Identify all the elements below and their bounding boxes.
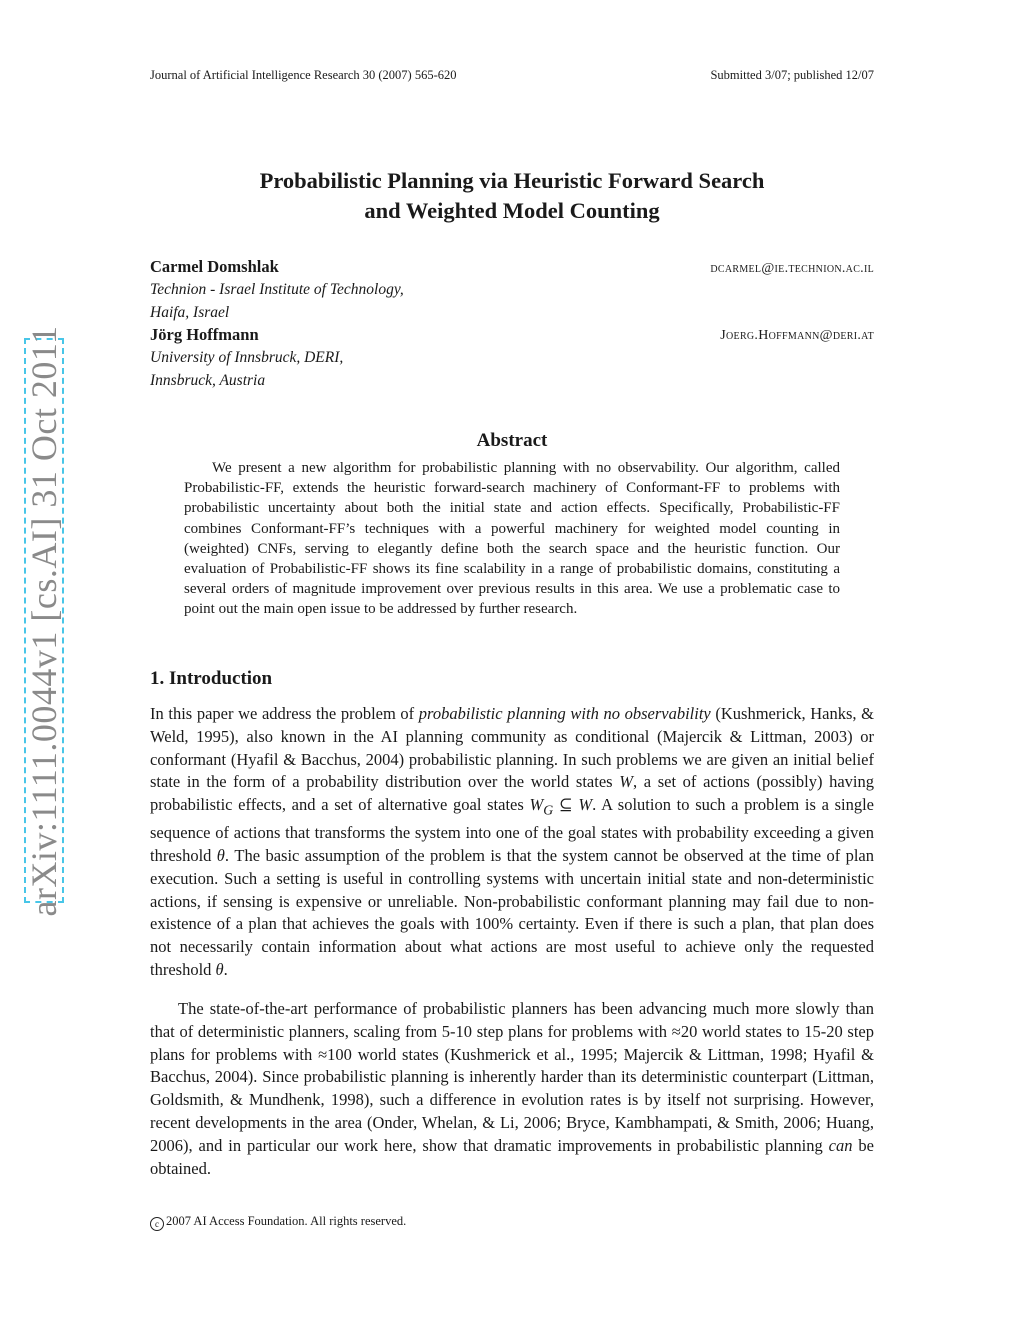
- running-header: [150, 68, 874, 84]
- title-line-2: and Weighted Model Counting: [364, 198, 660, 223]
- author-name-1: Carmel Domshlak: [150, 257, 279, 276]
- abstract-heading: Abstract: [476, 430, 548, 451]
- title-line-1: Probabilistic Planning via Heuristic Forward Search: [259, 168, 765, 193]
- author-email-2[interactable]: Joerg.Hoffmann@deri.at: [720, 328, 874, 343]
- copyright-footer: [150, 1214, 406, 1231]
- author-affiliation-2a: University of Innsbruck, DERI,: [150, 349, 344, 366]
- intro-paragraph-2: The state-of-the-art performance of probabilistic planners has been advancing much more slowly than that of deterministic planners, scaling from 5-10 step plans for problems with ≈20 world states to 15-20 step plans for problems with ≈100 world states (Kushmerick et al., 1995; Majercik & Littman, 1998; Hyafil & Bacchus, 2004). Since probabilistic planning is inherently harder than its deterministic counterpart (Littman, Goldsmith, & Mundhenk, 1998), such a difference in evolution rates is by itself not surprising. However, recent developments in the area (Onder, Whelan, & Li, 2006; Bryce, Kambhampati, & Smith, 2006; Huang, 2006), and in particular our work here, show that dramatic improvements in probabilistic planning can be obtained.: [150, 999, 875, 1178]
- copyright-text: 2007 AI Access Foundation. All rights reserved.: [166, 1214, 407, 1228]
- author-affiliation-1a: Technion - Israel Institute of Technology,: [150, 281, 404, 298]
- abstract-text: We present a new algorithm for probabilistic planning with no observability. Our algorithm, called Probabilistic-FF, extends the heuristic forward-search machinery of Conformant-FF to problems with probabilistic uncertainty about both the initial state and action effects. Specifically, Probabilistic-FF combines Conformant-FF’s techniques with a powerful machinery for weighted model counting in (weighted) CNFs, serving to elegantly define both the search space and the heuristic function. Our evaluation of Probabilistic-FF shows its fine scalability in a range of probabilistic domains, constituting a several orders of magnitude improvement over previous results in this area. We use a problematic case to point out the main open issue to be addressed by further research.: [184, 460, 840, 618]
- author-affiliation-1b: Haifa, Israel: [150, 304, 230, 321]
- author-affiliation-2b: Innsbruck, Austria: [150, 372, 266, 389]
- author-email-1[interactable]: dcarmel@ie.technion.ac.il: [710, 261, 874, 276]
- intro-paragraph-1: In this paper we address the problem of probabilistic planning with no observability (Kushmerick, Hanks, & Weld, 1995), also known in the AI planning community as conditional (Majercik & Littman, 2003) or conformant (Hyafil & Bacchus, 2004) probabilistic planning. In such problems we are given an initial belief state in the form of a probability distribution over the world states W, a set of actions (possibly) having probabilistic effects, and a set of alternative goal states $W_G$ ⊆ W. A solution to such a problem is a single sequence of actions that transforms the system into one of the goal states with probability exceeding a given threshold θ. The basic assumption of the problem is that the system cannot be observed at the time of plan execution. Such a setting is useful in controlling systems with uncertain initial state and non-deterministic actions, if sensing is expensive or unreliable. Non-probabilistic conformant planning may fail due to non-existence of a plan that achieves the goals with 100% certainty. Even if there is such a plan, that plan does not necessarily contain information about what actions are most useful to achieve only the requested threshold θ.: [150, 704, 875, 980]
- paper-title: [150, 166, 874, 226]
- submission-dates: Submitted 3/07; published 12/07: [710, 68, 874, 82]
- arxiv-stamp-text: arXiv:1111.0044v1 [cs.AI] 31 Oct 2011: [24, 324, 64, 917]
- copyright-icon: c: [150, 1217, 164, 1231]
- section-heading-introduction: 1. Introduction: [150, 668, 273, 689]
- author-name-2: Jörg Hoffmann: [150, 325, 259, 344]
- arxiv-stamp[interactable]: [24, 324, 64, 917]
- emphasis-can: can: [828, 1135, 853, 1155]
- emphasis-term: probabilistic planning with no observability: [418, 704, 711, 723]
- journal-citation: Journal of Artificial Intelligence Research 30 (2007) 565-620: [150, 68, 457, 82]
